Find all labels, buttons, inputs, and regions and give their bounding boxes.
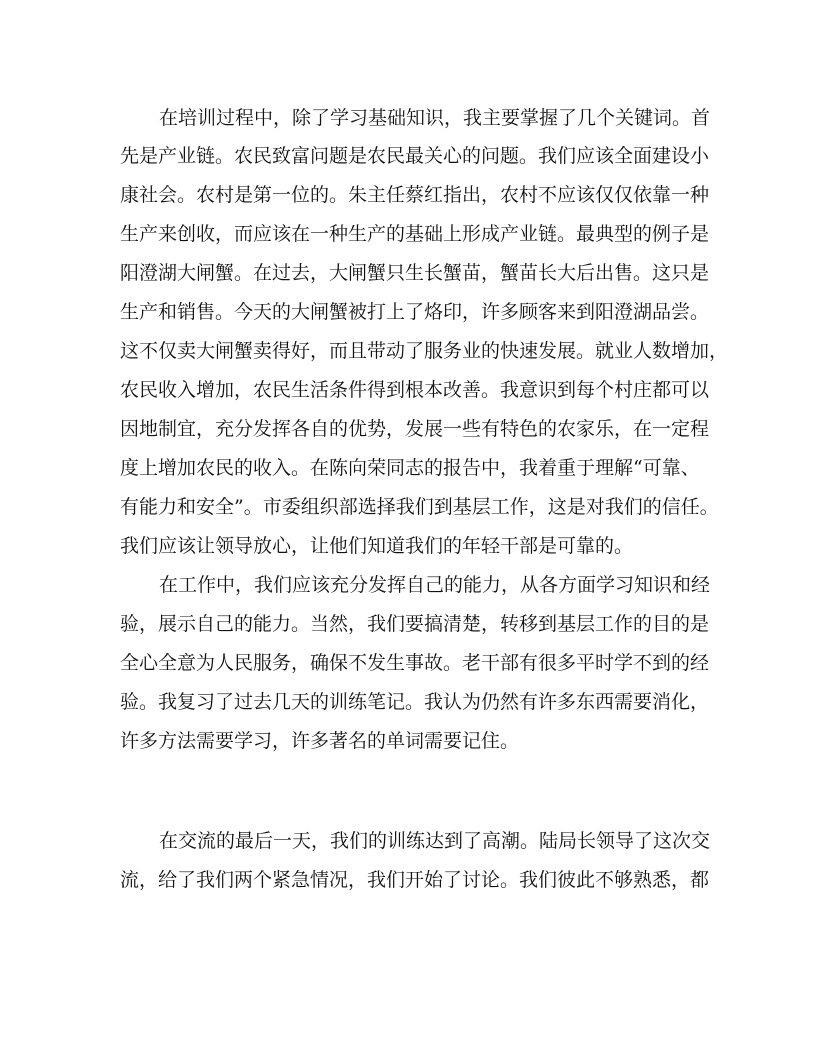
paragraph-2-line-2: 验，展示自己的能力。当然，我们要搞清楚，转移到基层工作的目的是 [120,613,710,635]
paragraph-1-line-9: 因地制宜，充分发挥各自的优势，发展一些有特色的农家乐，在一定程 [120,418,710,440]
paragraph-3-line-2: 流，给了我们两个紧急情况，我们开始了讨论。我们彼此不够熟悉，都 [120,869,710,891]
paragraph-2-line-3: 全心全意为人民服务，确保不发生事故。老干部有很多平时学不到的经 [120,652,710,674]
paragraph-1-line-8: 农民收入增加，农民生活条件得到根本改善。我意识到每个村庄都可以 [120,379,710,401]
paragraph-1-line-1: 在培训过程中，除了学习基础知识，我主要掌握了几个关键词。首 [159,107,711,129]
paragraph-2-line-1: 在工作中，我们应该充分发挥自己的能力，从各方面学习知识和经 [159,574,711,596]
paragraph-1-line-12: 我们应该让领导放心，让他们知道我们的年轻干部是可靠的。 [120,535,634,557]
paragraph-2-line-5: 许多方法需要学习，许多著名的单词需要记住。 [120,730,520,752]
paragraph-1-line-10: 度上增加农民的收入。在陈向荣同志的报告中，我着重于理解“可靠、 [120,457,700,479]
paragraph-1-line-3: 康社会。农村是第一位的。朱主任蔡红指出，农村不应该仅仅依靠一种 [120,184,710,206]
paragraph-1-line-4: 生产来创收，而应该在一种生产的基础上形成产业链。最典型的例子是 [120,223,710,245]
paragraph-1-line-6: 生产和销售。今天的大闸蟹被打上了烙印，许多顾客来到阳澄湖品尝。 [120,301,710,323]
paragraph-1-line-11: 有能力和安全”。市委组织部选择我们到基层工作，这是对我们的信任。 [120,496,719,518]
paragraph-1-line-5: 阳澄湖大闸蟹。在过去，大闸蟹只生长蟹苗，蟹苗长大后出售。这只是 [120,262,710,284]
paragraph-3-line-1: 在交流的最后一天，我们的训练达到了高潮。陆局长领导了这次交 [159,830,711,852]
paragraph-1-line-2: 先是产业链。农民致富问题是农民最关心的问题。我们应该全面建设小 [120,145,710,167]
paragraph-1-line-7: 这不仅卖大闸蟹卖得好，而且带动了服务业的快速发展。就业人数增加， [120,340,729,362]
paragraph-2-line-4: 验。我复习了过去几天的训练笔记。我认为仍然有许多东西需要消化， [120,691,710,713]
